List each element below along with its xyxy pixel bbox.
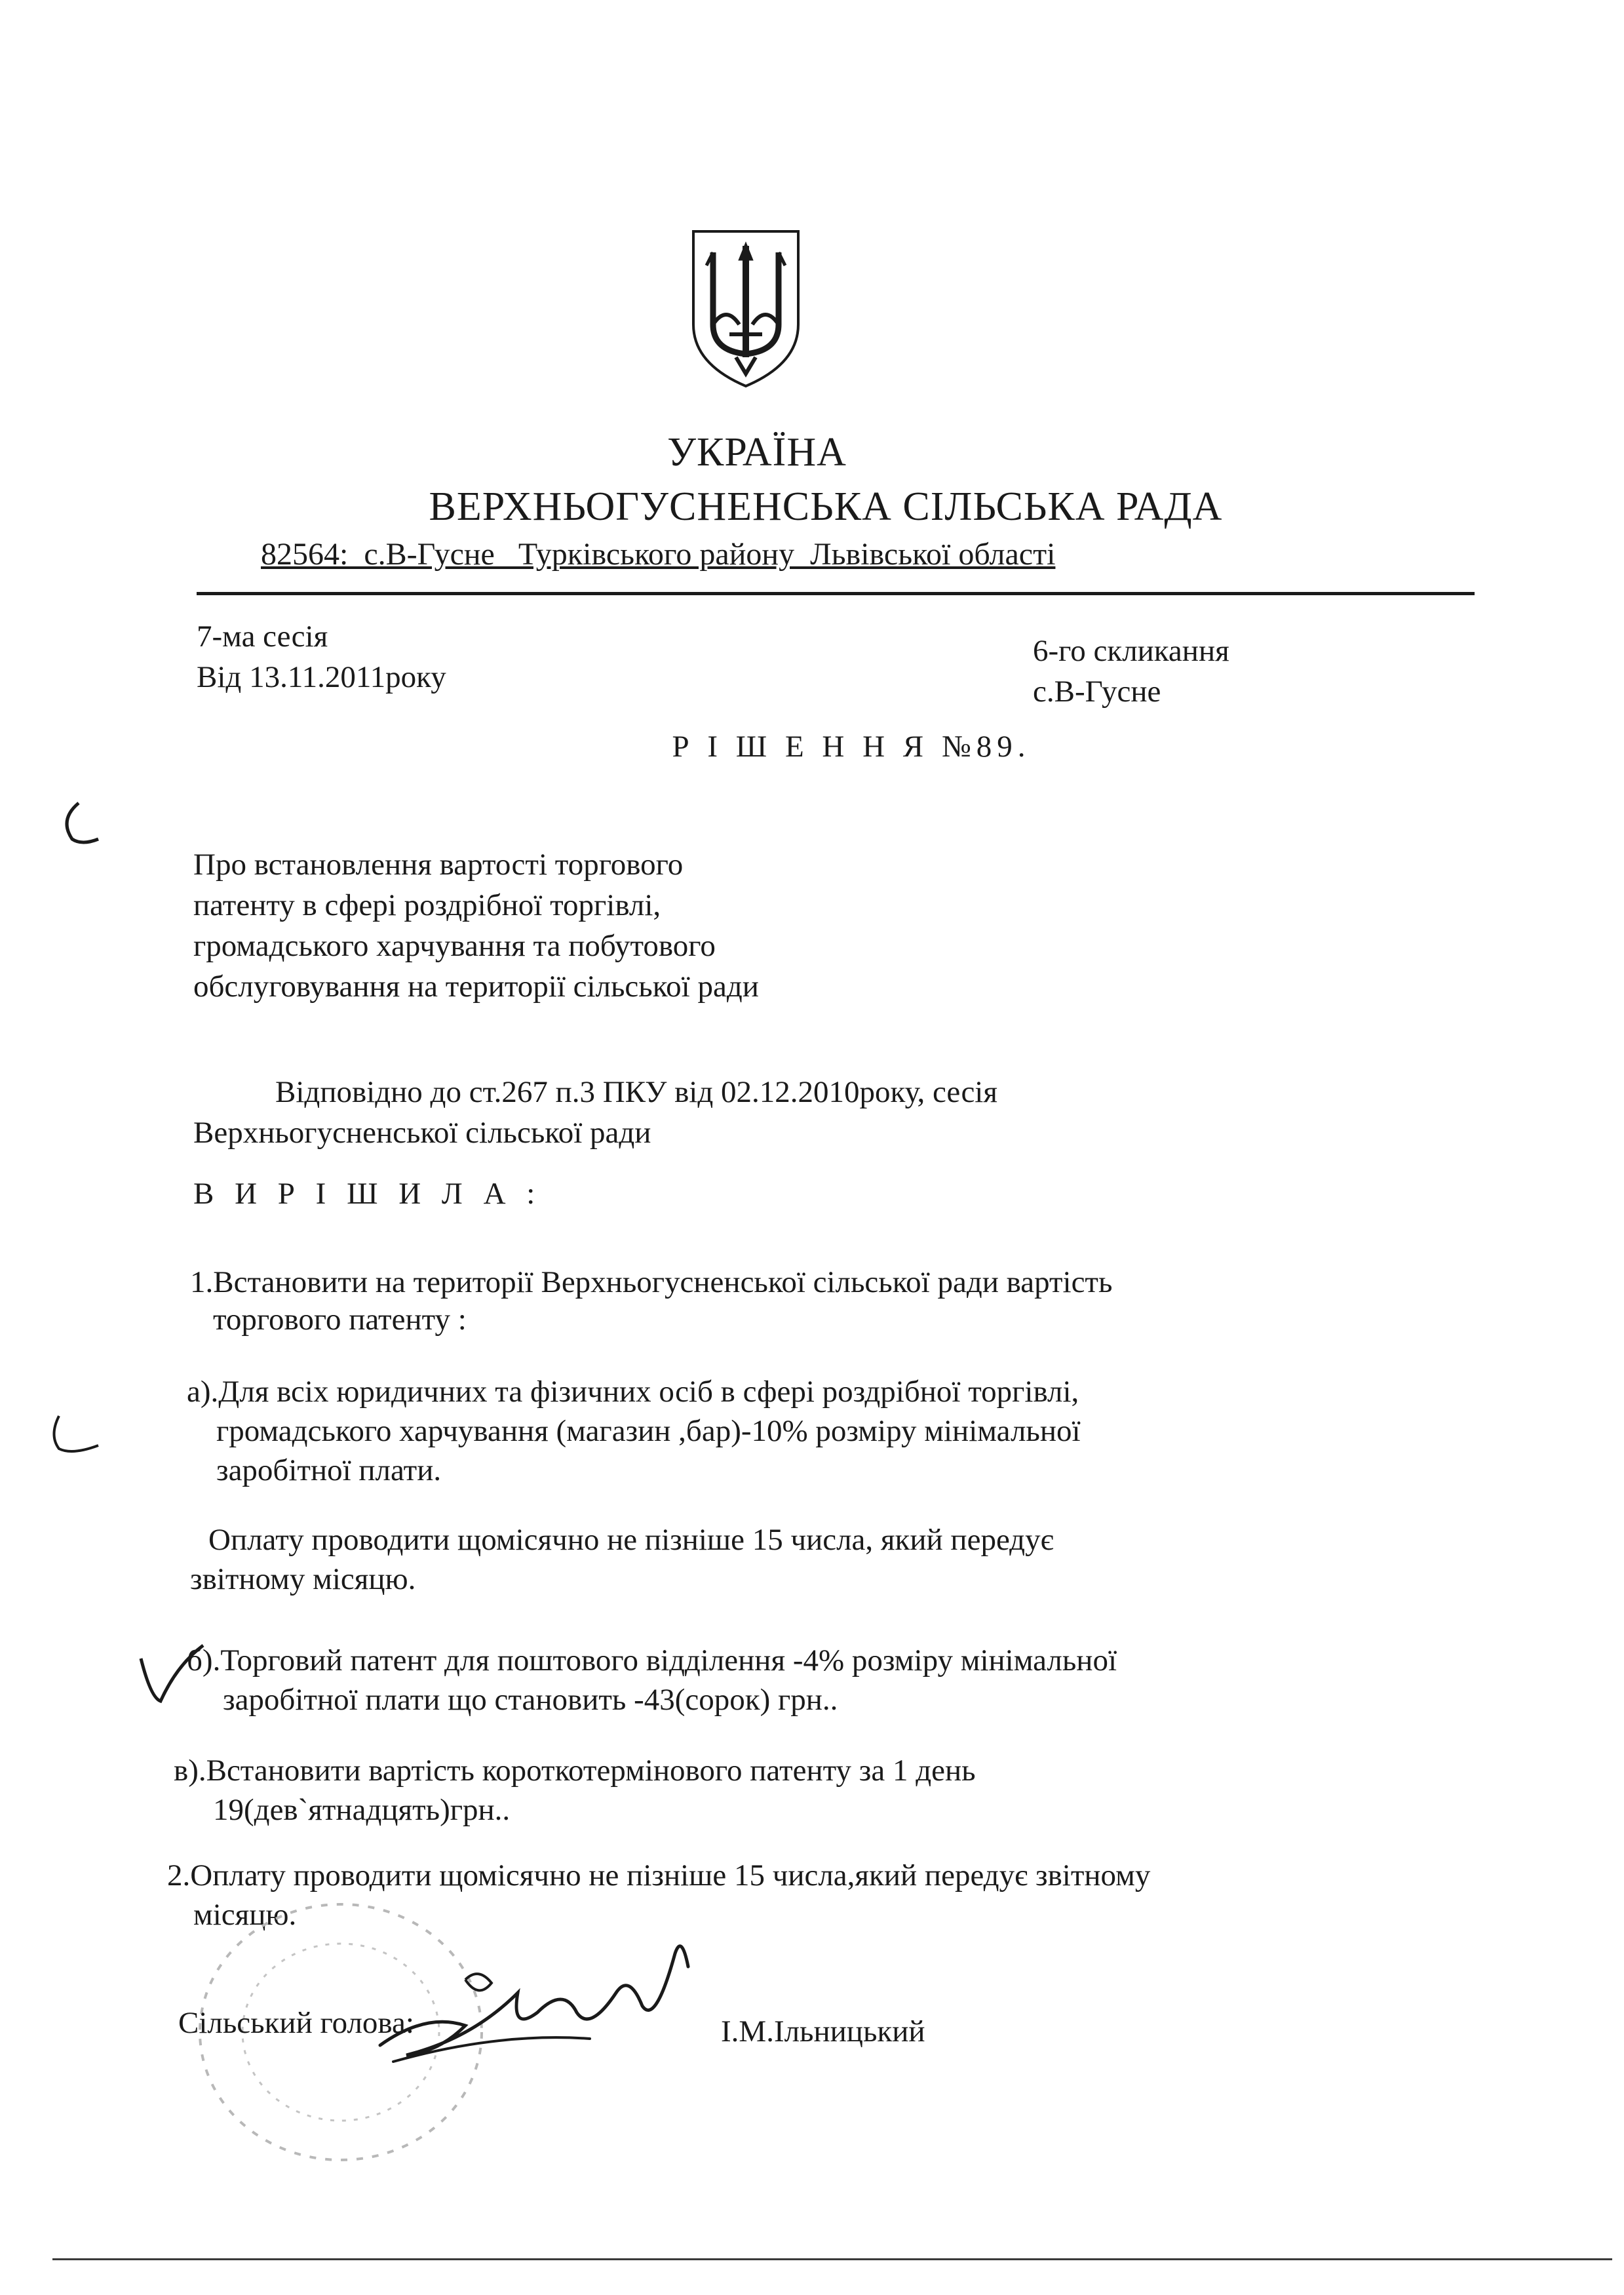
point-a-line-1: а).Для всіх юридичних та фізичних осіб в сфері роздрібної торгівлі, (187, 1375, 1079, 1409)
subject-line: громадського харчування та побутового (193, 929, 716, 963)
payment-note-line-2: звітному місяцю. (190, 1562, 416, 1596)
decision-title: Р І Ш Е Н Н Я №89. (672, 730, 1031, 764)
point-c-line-2: 19(дев`ятнадцять)грн.. (213, 1793, 511, 1827)
subject-line: Про встановлення вартості торгового (193, 848, 684, 882)
handwritten-signature (367, 1914, 721, 2085)
bottom-rule (52, 2258, 1612, 2260)
letterhead-council: ВЕРХНЬОГУСНЕНСЬКА СІЛЬСЬКА РАДА (429, 484, 1223, 529)
subject-line: патенту в сфері роздрібної торгівлі, (193, 888, 661, 922)
point-b-line-2: заробітної плати що становить -43(сорок) грн.. (223, 1683, 838, 1717)
preamble-line-2: Верхньогусненської сільської ради (193, 1116, 651, 1150)
payment-note-line-1: Оплату проводити щомісячно не пізніше 15 числа, який передує (208, 1523, 1054, 1557)
point-a-line-3: заробітної плати. (216, 1453, 442, 1487)
point-1-line-1: 1.Встановити на території Верхньогусненської сільської ради вартість (190, 1265, 1113, 1299)
point-1-line-2: торгового патенту : (213, 1303, 467, 1337)
margin-check-mark (131, 1639, 210, 1711)
subject-line: обслуговування на території сільської ради (193, 970, 759, 1004)
margin-pen-mark (52, 800, 105, 852)
signature-label: Сільський голова: (178, 2006, 414, 2040)
trident-coat-of-arms-icon (687, 226, 805, 390)
letterhead-rule (197, 592, 1475, 595)
decision-subject (193, 844, 914, 1007)
preamble-line-1: Відповідно до ст.267 п.3 ПКУ від 02.12.2010року, сесія (275, 1075, 997, 1109)
point-2-line-2: місяцю. (193, 1898, 297, 1932)
resolved-heading: В И Р І Ш И Л А : (193, 1177, 542, 1211)
point-c-line-1: в).Встановити вартість короткотермінового патенту за 1 день (174, 1754, 976, 1788)
convocation: 6-го скликання (1033, 634, 1229, 668)
session-number: 7-ма сесія (197, 619, 328, 654)
letterhead-country: УКРАЇНА (667, 430, 847, 475)
point-b-line-1: б).Торговий патент для поштового відділення -4% розміру мінімальної (187, 1643, 1117, 1677)
letterhead-address: 82564: с.В-Гусне Турківського району Львівської області (261, 537, 1056, 572)
point-2-line-1: 2.Оплату проводити щомісячно не пізніше 15 числа,який передує звітному (167, 1858, 1151, 1893)
decision-date: Від 13.11.2011року (197, 660, 446, 694)
margin-pen-mark (46, 1409, 105, 1468)
decision-place: с.В-Гусне (1033, 675, 1161, 709)
signatory-name: І.М.Ільницький (721, 2014, 925, 2049)
point-a-line-2: громадського харчування (магазин ,бар)-10% розміру мінімальної (216, 1414, 1081, 1448)
